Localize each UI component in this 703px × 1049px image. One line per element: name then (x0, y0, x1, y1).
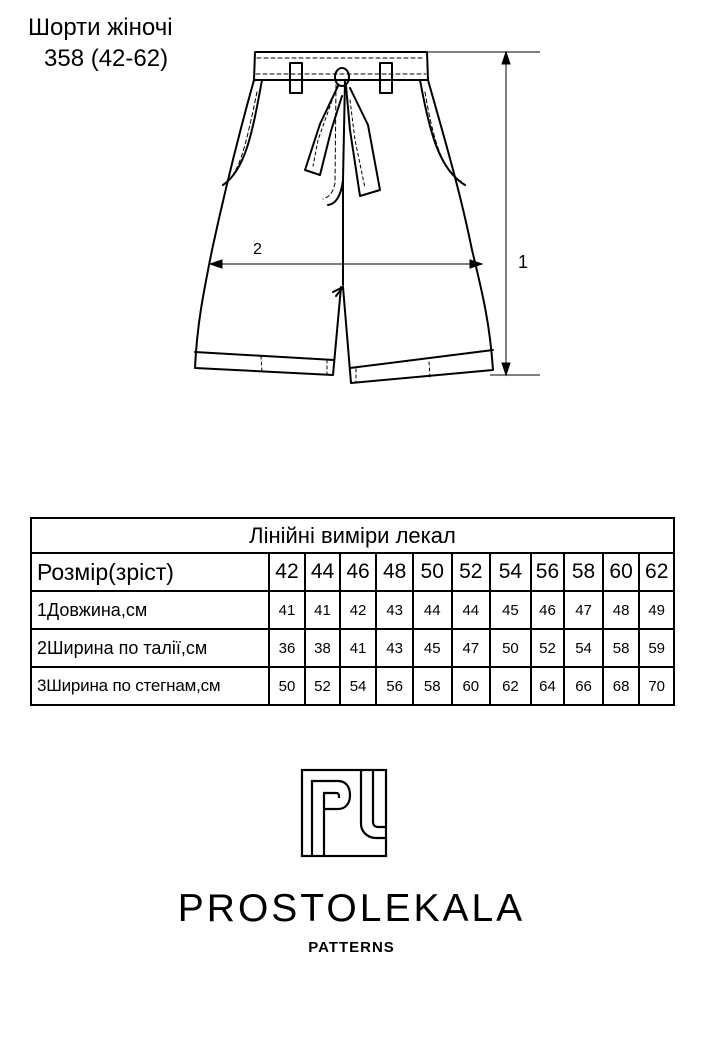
value-cell: 41 (340, 629, 377, 667)
right-hem (350, 350, 493, 368)
size-cell: 48 (376, 553, 413, 591)
size-cell: 60 (603, 553, 640, 591)
value-cell: 42 (340, 591, 377, 629)
table-caption: Лінійні виміри лекал (31, 518, 674, 553)
brand-tagline: PATTERNS (308, 939, 395, 956)
size-cell: 52 (452, 553, 491, 591)
value-cell: 58 (603, 629, 640, 667)
length-dimension-label: 1 (518, 252, 529, 272)
value-cell: 44 (413, 591, 452, 629)
right-leg-outline (343, 80, 493, 383)
width-dimension-label: 2 (253, 241, 262, 258)
value-cell: 41 (269, 591, 306, 629)
brand-name: PROSTOLEKALA (177, 887, 526, 930)
value-cell: 59 (639, 629, 674, 667)
value-cell: 44 (452, 591, 491, 629)
value-cell: 47 (564, 591, 603, 629)
size-cell: 62 (639, 553, 674, 591)
size-row-label: Розмір(зріст) (31, 553, 269, 591)
value-cell: 46 (531, 591, 565, 629)
hip-width-row-label: 3Ширина по стегнам,см (31, 667, 269, 705)
value-cell: 47 (452, 629, 491, 667)
value-cell: 68 (603, 667, 640, 705)
brand-logo-icon (300, 768, 388, 858)
value-cell: 45 (413, 629, 452, 667)
length-row (31, 591, 674, 629)
value-cell: 43 (376, 591, 413, 629)
measurements-table (30, 517, 675, 706)
value-cell: 50 (490, 629, 531, 667)
value-cell: 43 (376, 629, 413, 667)
shorts-technical-sketch (185, 40, 555, 390)
value-cell: 58 (413, 667, 452, 705)
size-cell: 58 (564, 553, 603, 591)
value-cell: 52 (305, 667, 340, 705)
size-cell: 56 (531, 553, 565, 591)
value-cell: 45 (490, 591, 531, 629)
value-cell: 70 (639, 667, 674, 705)
measurements-table-wrap (30, 517, 675, 706)
waist-width-row-label: 2Ширина по талії,см (31, 629, 269, 667)
value-cell: 52 (531, 629, 565, 667)
length-row-label: 1Довжина,см (31, 591, 269, 629)
value-cell: 66 (564, 667, 603, 705)
size-cell: 54 (490, 553, 531, 591)
size-cell: 50 (413, 553, 452, 591)
value-cell: 54 (564, 629, 603, 667)
value-cell: 60 (452, 667, 491, 705)
product-code: 358 (42-62) (44, 45, 169, 72)
size-cell: 46 (340, 553, 377, 591)
waist-button (335, 68, 349, 86)
belt-loop-left (290, 63, 302, 93)
waistband-outline (254, 52, 428, 80)
value-cell: 36 (269, 629, 306, 667)
value-cell: 62 (490, 667, 531, 705)
belt-loop-right (380, 63, 392, 93)
value-cell: 38 (305, 629, 340, 667)
value-cell: 49 (639, 591, 674, 629)
value-cell: 56 (376, 667, 413, 705)
value-cell: 50 (269, 667, 306, 705)
product-title: Шорти жіночі (28, 14, 173, 41)
size-cell: 42 (269, 553, 306, 591)
value-cell: 54 (340, 667, 377, 705)
size-cell: 44 (305, 553, 340, 591)
waist-width-row (31, 629, 674, 667)
size-row (31, 553, 674, 591)
value-cell: 48 (603, 591, 640, 629)
hip-width-row (31, 667, 674, 705)
value-cell: 64 (531, 667, 565, 705)
left-hem (195, 352, 334, 360)
value-cell: 41 (305, 591, 340, 629)
